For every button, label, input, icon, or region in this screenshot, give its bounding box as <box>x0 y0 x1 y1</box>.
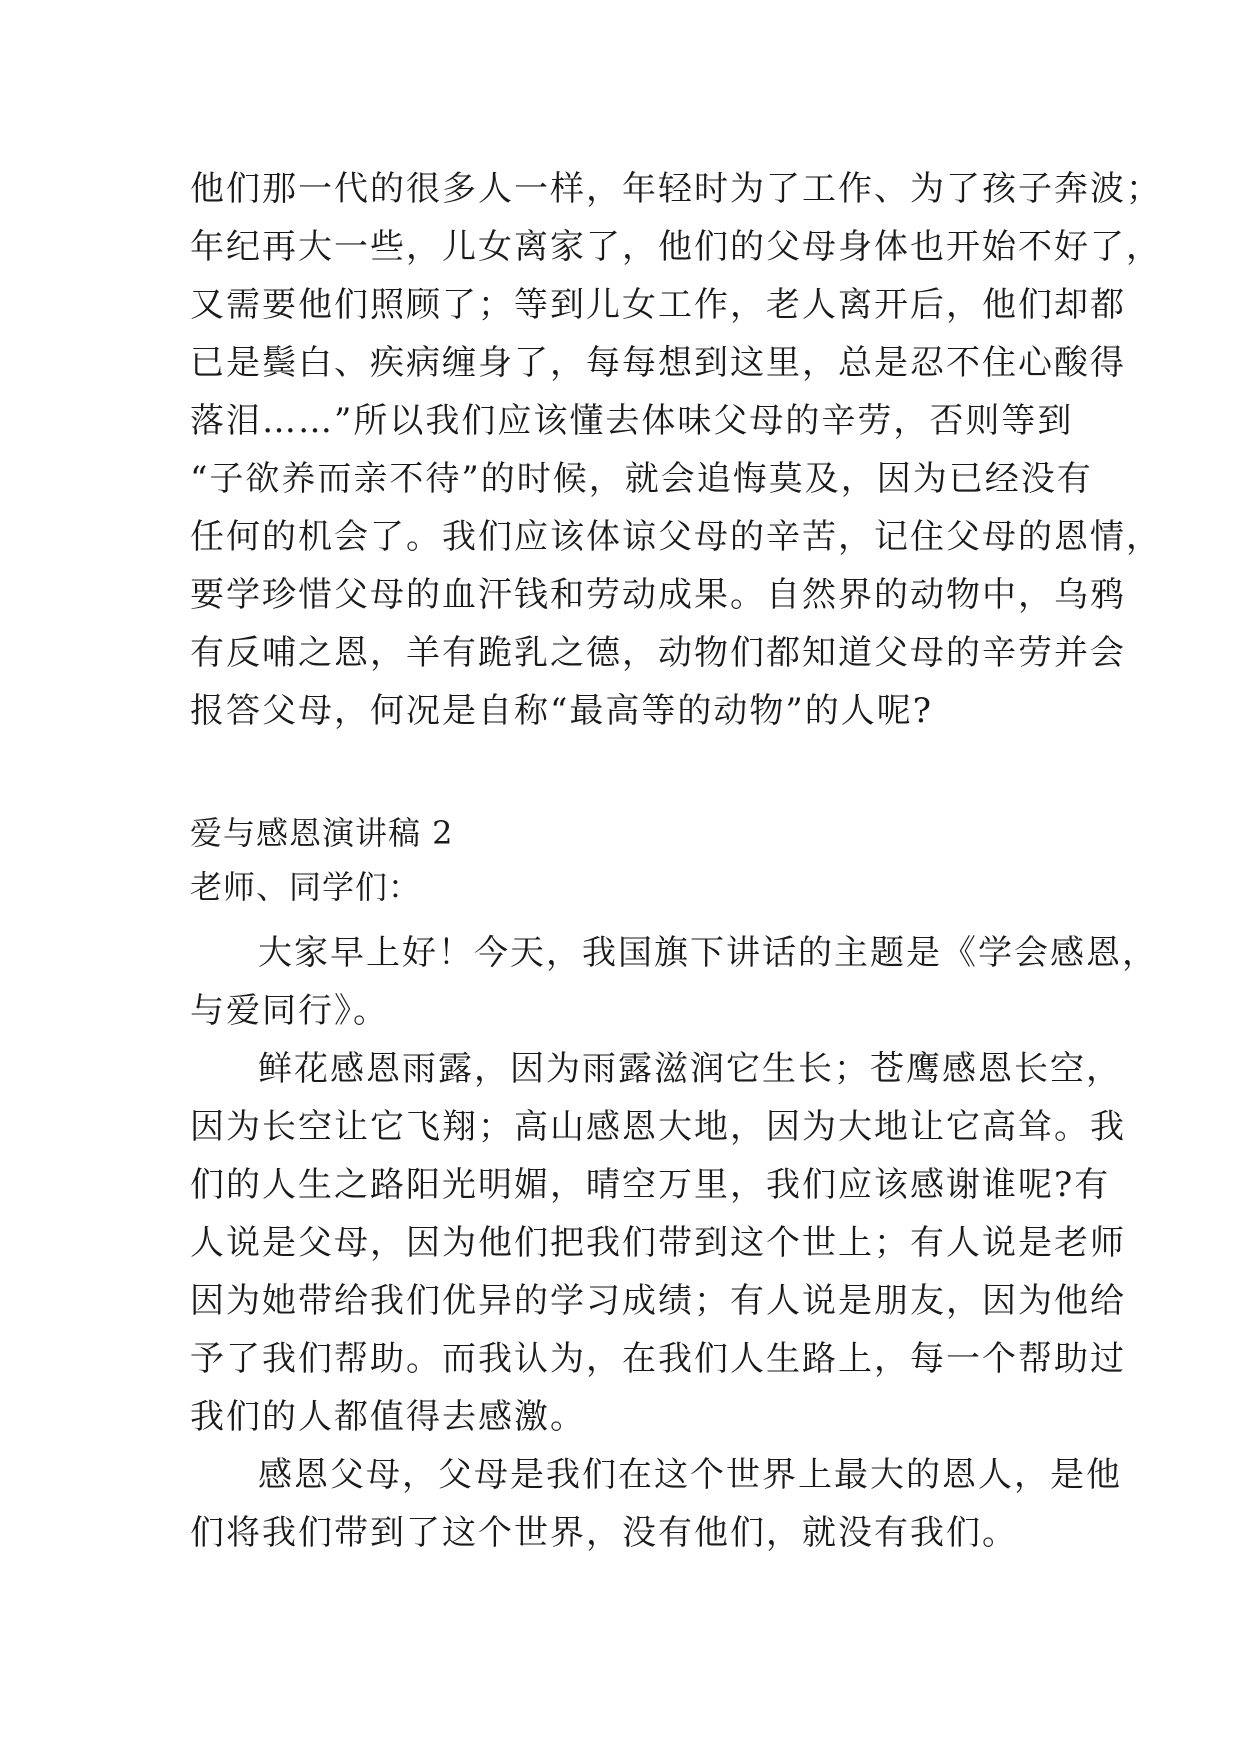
text-line: 鲜花感恩雨露，因为雨露滋润它生长；苍鹰感恩长空， <box>258 1049 1122 1089</box>
paragraph-gratitude <box>190 1040 1126 1446</box>
text-line: 任何的机会了。我们应该体谅父母的辛苦，记住父母的恩情， <box>190 517 1162 557</box>
text-line: 大家早上好！今天，我国旗下讲话的主题是《学会感恩， <box>258 933 1158 973</box>
text-line: 因为她带给我们优异的学习成绩；有人说是朋友，因为他给 <box>190 1281 1126 1321</box>
text-line: 们的人生之路阳光明媚，晴空万里，我们应该感谢谁呢?有 <box>190 1165 1111 1205</box>
text-line: 他们那一代的很多人一样，年轻时为了工作、为了孩子奔波； <box>190 169 1162 209</box>
text-line: “子欲养而亲不待”的时候，就会追悔莫及，因为已经没有 <box>190 459 1093 499</box>
spacer <box>190 914 1070 924</box>
paragraph-continued <box>190 160 1162 740</box>
document-page <box>190 160 1162 1562</box>
paragraph-opening <box>190 924 1158 1040</box>
text-line: 要学珍惜父母的血汗钱和劳动成果。自然界的动物中，乌鸦 <box>190 575 1126 615</box>
text-line: 因为长空让它飞翔；高山感恩大地，因为大地让它高耸。我 <box>190 1107 1126 1147</box>
text-line: 已是鬓白、疾病缠身了，每每想到这里，总是忍不住心酸得 <box>190 343 1126 383</box>
text-line: 报答父母，何况是自称“最高等的动物”的人呢? <box>190 691 933 731</box>
section-spacer <box>190 740 1070 806</box>
text-line: 年纪再大一些，儿女离家了，他们的父母身体也开始不好了， <box>190 227 1162 267</box>
text-line: 们将我们带到了这个世界，没有他们，就没有我们。 <box>190 1513 1018 1553</box>
text-line: 有反哺之恩，羊有跪乳之德，动物们都知道父母的辛劳并会 <box>190 633 1126 673</box>
text-line: 我们的人都值得去感激。 <box>190 1397 586 1437</box>
text-line: 又需要他们照顾了；等到儿女工作，老人离开后，他们却都 <box>190 285 1126 325</box>
text-line: 与爱同行》。 <box>190 991 389 1031</box>
section-title: 爱与感恩演讲稿 2 <box>190 814 454 852</box>
text-line: 人说是父母，因为他们把我们带到这个世上；有人说是老师 <box>190 1223 1126 1263</box>
text-line: 落泪……”所以我们应该懂去体味父母的辛劳，否则等到 <box>190 401 1074 441</box>
text-line: 予了我们帮助。而我认为，在我们人生路上，每一个帮助过 <box>190 1339 1126 1379</box>
text-line: 感恩父母，父母是我们在这个世界上最大的恩人，是他 <box>258 1455 1122 1495</box>
salutation: 老师、同学们： <box>190 868 422 906</box>
paragraph-parents <box>190 1446 1122 1562</box>
